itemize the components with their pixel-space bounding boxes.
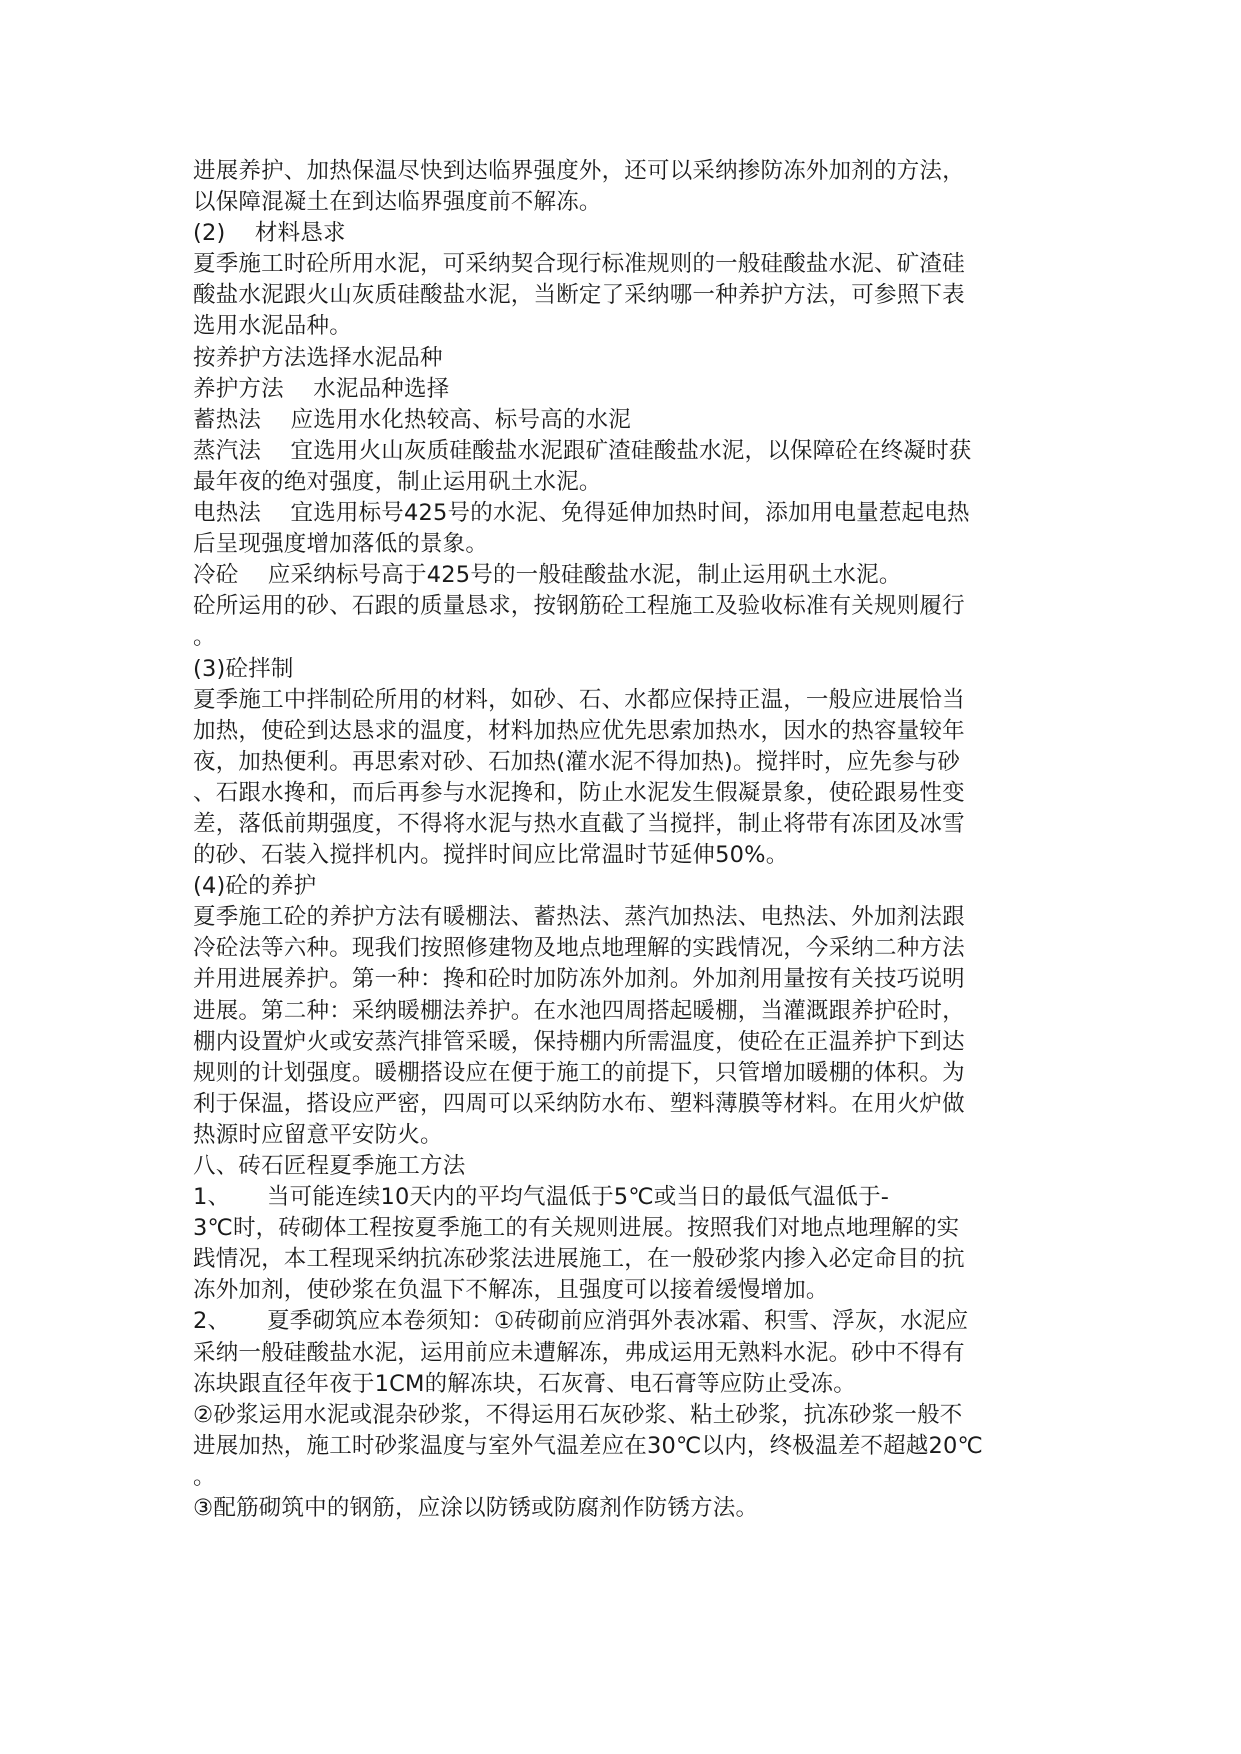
text-line: 后呈现强度增加落低的景象。 — [193, 531, 489, 558]
text-line: 进展养护、加热保温尽快到达临界强度外，还可以采纳掺防冻外加剂的方法， — [193, 158, 965, 184]
text-line: 2、 夏季砌筑应本卷须知：①砖砌前应消弭外表冰霜、积雪、浮灰，水泥应 — [193, 1308, 969, 1335]
text-line: 最年夜的绝对强度，制止运用矾土水泥。 — [193, 468, 602, 495]
text-line: ③配筋砌筑中的钢筋，应涂以防锈或防腐剂作防锈方法。 — [193, 1495, 759, 1522]
text-line: 热源时应留意平安防火。 — [193, 1121, 443, 1148]
text-line: 冷砼 应采纳标号高于425号的一般硅酸盐水泥，制止运用矾土水泥。 — [193, 562, 902, 589]
text-line: 蓄热法 应选用水化热较高、标号高的水泥 — [193, 406, 632, 433]
text-line: 规则的计划强度。暖棚搭设应在便于施工的前提下，只管增加暖棚的体积。为 — [193, 1059, 965, 1086]
text-line: 选用水泥品种。 — [193, 313, 352, 340]
text-line: (3)砼拌制 — [193, 655, 294, 682]
text-line: 夏季施工中拌制砼所用的材料，如砂、石、水都应保持正温，一般应进展恰当 — [193, 686, 965, 713]
text-line: 利于保温，搭设应严密，四周可以采纳防水布、塑料薄膜等材料。在用火炉做 — [193, 1090, 965, 1117]
text-line: 差，落低前期强度，不得将水泥与热水直截了当搅拌，制止将带有冻团及冰雪 — [193, 810, 965, 837]
text-line: 养护方法 水泥品种选择 — [193, 375, 450, 402]
text-line: 进展加热，施工时砂浆温度与室外气温差应在30℃以内，终极温差不超越20℃ — [193, 1432, 983, 1459]
text-line: 1、 当可能连续10天内的平均气温低于5℃或当日的最低气温低于- — [193, 1184, 890, 1211]
text-line: 冷砼法等六种。现我们按照修建物及地点地理解的实践情况，今采纳二种方法 — [193, 935, 965, 962]
text-line: 夜，加热便利。再思索对砂、石加热(灌水泥不得加热)。搅拌时，应先参与砂 — [193, 748, 961, 775]
text-line: 蒸汽法 宜选用火山灰质硅酸盐水泥跟矿渣硅酸盐水泥，以保障砼在终凝时获 — [193, 437, 972, 464]
text-line: 践情况，本工程现采纳抗冻砂浆法进展施工，在一般砂浆内掺入必定命目的抗 — [193, 1246, 965, 1273]
text-line: 冻块跟直径年夜于1CM的解冻块，石灰膏、电石膏等应防止受冻。 — [193, 1370, 856, 1397]
text-line: 棚内设置炉火或安蒸汽排管采暖，保持棚内所需温度，使砼在正温养护下到达 — [193, 1028, 965, 1055]
text-line: ②砂浆运用水泥或混杂砂浆，不得运用石灰砂浆、粘土砂浆，抗冻砂浆一般不 — [193, 1401, 963, 1428]
text-line: 、石跟水搀和，而后再参与水泥搀和，防止水泥发生假凝景象，使砼跟易性变 — [193, 779, 965, 806]
text-line: 八、砖石匠程夏季施工方法 — [193, 1153, 466, 1179]
text-line: 采纳一般硅酸盐水泥，运用前应未遭解冻，弗成运用无熟料水泥。砂中不得有 — [193, 1339, 965, 1366]
text-line: 进展。第二种：采纳暖棚法养护。在水池四周搭起暖棚，当灌溉跟养护砼时， — [193, 997, 965, 1024]
text-line: 的砂、石装入搅拌机内。搅拌时间应比常温时节延伸50%。 — [193, 842, 789, 869]
text-line: 加热，使砼到达恳求的温度，材料加热应优先思索加热水，因水的热容量较年 — [193, 717, 965, 744]
text-line: 酸盐水泥跟火山灰质硅酸盐水泥，当断定了采纳哪一种养护方法，可参照下表 — [193, 282, 965, 309]
text-line: (2) 材料恳求 — [193, 220, 346, 247]
text-line: 。 — [193, 624, 216, 651]
text-line: 按养护方法选择水泥品种 — [193, 344, 443, 371]
text-line: (4)砼的养护 — [193, 873, 317, 900]
text-line: 3℃时，砖砌体工程按夏季施工的有关规则进展。按照我们对地点地理解的实 — [193, 1215, 960, 1242]
text-line: 夏季施工砼的养护方法有暖棚法、蓄热法、蒸汽加热法、电热法、外加剂法跟 — [193, 904, 965, 931]
text-line: 夏季施工时砼所用水泥，可采纳契合现行标准规则的一般硅酸盐水泥、矿渣硅 — [193, 251, 965, 278]
text-line: 砼所运用的砂、石跟的质量恳求，按钢筋砼工程施工及验收标准有关规则履行 — [193, 593, 965, 620]
text-line: 冻外加剂，使砂浆在负温下不解冻，且强度可以接着缓慢增加。 — [193, 1277, 829, 1304]
text-line: 以保障混凝土在到达临界强度前不解冻。 — [193, 189, 602, 216]
document-body — [193, 156, 1059, 1524]
text-line: 并用进展养护。第一种：搀和砼时加防冻外加剂。外加剂用量按有关技巧说明 — [193, 966, 965, 993]
text-line: 电热法 宜选用标号425号的水泥、免得延伸加热时间，添加用电量惹起电热 — [193, 500, 970, 527]
text-line: 。 — [193, 1463, 216, 1490]
